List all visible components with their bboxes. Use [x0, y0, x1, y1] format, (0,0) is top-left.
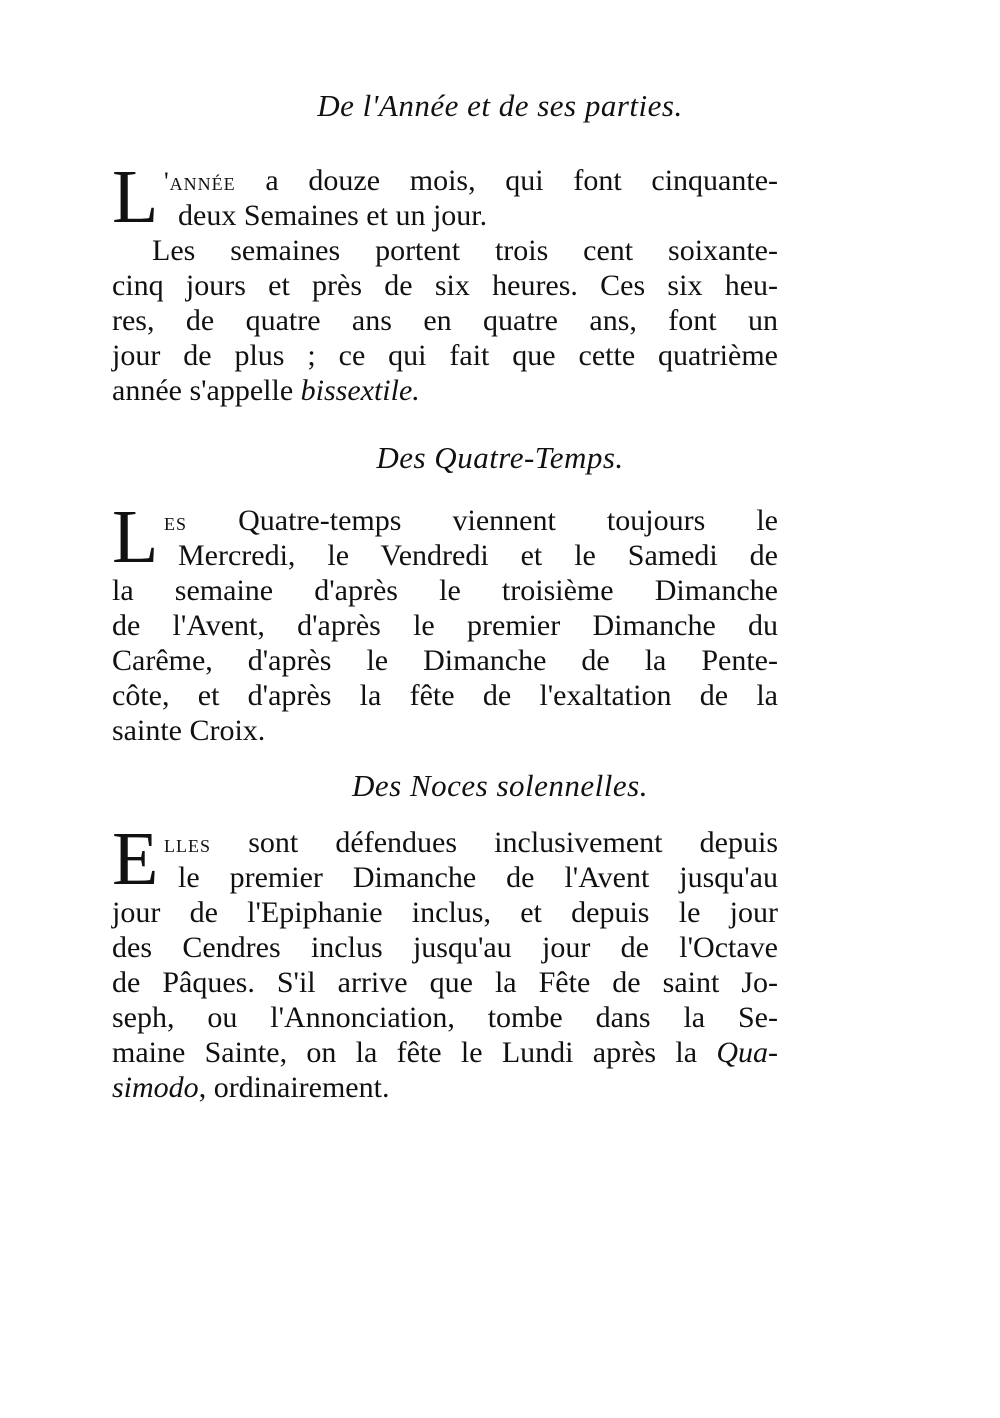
text-line: maine Sainte, on la fête le Lundi après la Qua-	[112, 1036, 778, 1069]
text-line: Mercredi, le Vendredi et le Samedi de	[178, 539, 778, 572]
drop-cap: L	[112, 155, 159, 239]
text-line: le premier Dimanche de l'Avent jusqu'au	[178, 861, 778, 894]
text-line: de Pâques. S'il arrive que la Fête de saint Jo-	[112, 966, 778, 999]
text-line: res, de quatre ans en quatre ans, font un	[112, 304, 778, 337]
text-line: de l'Avent, d'après le premier Dimanche du	[112, 609, 778, 642]
section-body-annee	[112, 155, 778, 408]
text-line: 'année a douze mois, qui font cinquante-	[164, 164, 778, 197]
section-body-quatre-temps	[112, 495, 778, 748]
text-line: des Cendres inclus jusqu'au jour de l'Octave	[112, 931, 778, 964]
text-line: sainte Croix.	[112, 714, 266, 747]
drop-cap: E	[112, 817, 159, 901]
text-line: Carême, d'après le Dimanche de la Pente-	[112, 644, 778, 677]
section-heading-noces: Des Noces solennelles.	[352, 768, 648, 803]
text-line: seph, ou l'Annonciation, tombe dans la Se-	[112, 1001, 778, 1034]
text-line: jour de l'Epiphanie inclus, et depuis le jour	[112, 896, 778, 929]
text-line: année s'appelle bissextile.	[112, 374, 420, 407]
text-line: lles sont défendues inclusivement depuis	[164, 826, 778, 859]
text-line: Les semaines portent trois cent soixante-	[152, 234, 778, 267]
text-line: simodo, ordinairement.	[112, 1071, 390, 1104]
text-line: deux Semaines et un jour.	[178, 199, 488, 232]
text-line: cinq jours et près de six heures. Ces six heu-	[112, 269, 778, 302]
section-body-noces	[112, 817, 778, 1105]
text-line: es Quatre-temps viennent toujours le	[164, 504, 778, 537]
text-line: la semaine d'après le troisième Dimanche	[112, 574, 778, 607]
text-line: côte, et d'après la fête de l'exaltation de la	[112, 679, 778, 712]
section-heading-quatre-temps: Des Quatre-Temps.	[376, 440, 624, 475]
text-line: jour de plus ; ce qui fait que cette quatrième	[112, 339, 778, 372]
drop-cap: L	[112, 495, 159, 579]
section-heading-annee: De l'Année et de ses parties.	[317, 88, 683, 123]
